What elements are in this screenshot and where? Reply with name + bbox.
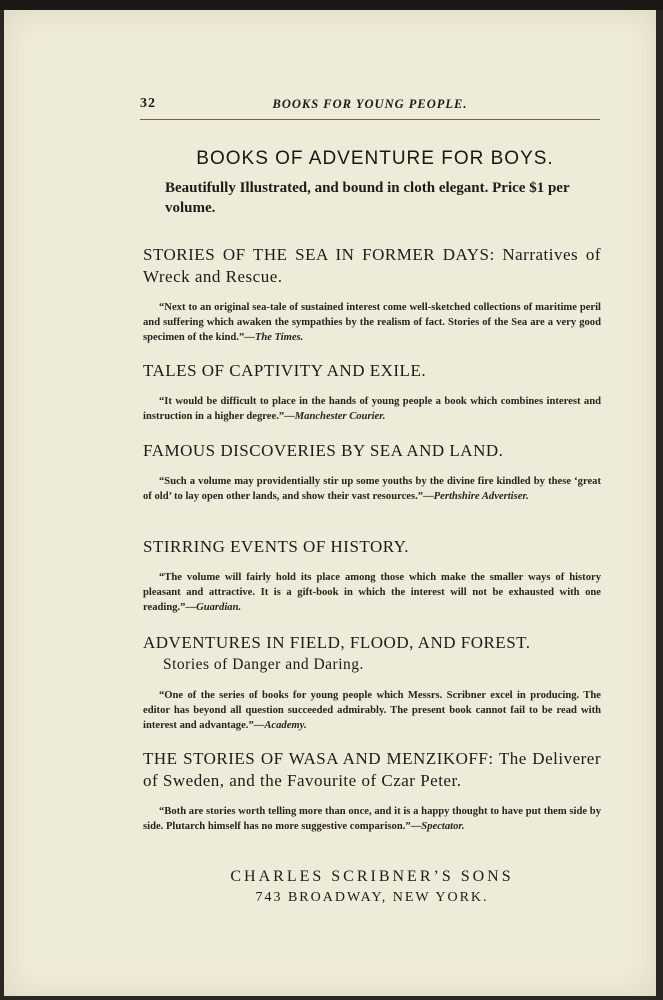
section-title: FAMOUS DISCOVERIES BY SEA AND LAND.	[143, 441, 504, 460]
publisher-address: 743 BROADWAY, NEW YORK.	[255, 890, 489, 905]
section-history	[143, 536, 601, 615]
review-quote: “Both are stories worth telling more than once, and it is a happy thought to have put them side by side. Plutarch himself has no more suggestive comparison.”—Spectator.	[143, 806, 601, 832]
review-quote: “Next to an original sea-tale of sustained interest come well-sketched collections of maritime peril and suffering which awaken the sympathies by the realism of fact. Stories of the Sea are a very good specimen of the kind.”—The Times.	[143, 302, 601, 343]
review-source: Guardian.	[196, 602, 242, 613]
publisher-name: CHARLES SCRIBNER’S SONS	[230, 868, 514, 885]
review-quote: “One of the series of books for young people which Messrs. Scribner excel in producing. The editor has beyond all question succeeded admirably. The present book cannot fail to be read with interest and advantage.”—Academy.	[143, 690, 601, 731]
section-discoveries	[143, 440, 601, 504]
top-edge	[0, 0, 663, 10]
page-number: 32	[140, 96, 156, 111]
review-quote: “Such a volume may providentially stir up some youths by the divine fire kindled by these ‘great of old’ to lay open other lands, and show their vast resources.”—Perthshire Advertiser.	[143, 476, 601, 502]
main-title: BOOKS OF ADVENTURE FOR BOYS.	[196, 148, 554, 169]
section-title: TALES OF CAPTIVITY AND EXILE.	[143, 361, 427, 380]
page-header	[140, 96, 600, 116]
review-source: Perthshire Advertiser.	[433, 491, 529, 502]
review-quote: “The volume will fairly hold its place among those which make the smaller ways of history pleasant and attractive. It is a gift-book in which the interest will not be exhausted with one reading.”—Guardian.	[143, 572, 601, 613]
section-adventures	[143, 632, 601, 733]
section-subtitle: Stories of Danger and Daring.	[163, 656, 364, 673]
subtitle: Beautifully Illustrated, and bound in cloth elegant. Price $1 per volume.	[165, 180, 570, 216]
review-source: Manchester Courier.	[294, 411, 386, 422]
section-title: ADVENTURES IN FIELD, FLOOD, AND FOREST. Stories of Danger and Daring.	[143, 632, 601, 676]
review-source: Academy.	[264, 720, 307, 731]
header-rule	[140, 119, 600, 120]
review-source: Spectator.	[421, 821, 465, 832]
section-title: THE STORIES OF WASA AND MENZIKOFF: The Deliverer of Sweden, and the Favourite of Czar Peter.	[143, 749, 601, 790]
review-source: The Times.	[254, 332, 304, 343]
section-sea-stories	[143, 244, 601, 345]
section-title: STORIES OF THE SEA IN FORMER DAYS: Narratives of Wreck and Rescue.	[143, 245, 601, 286]
section-captivity	[143, 360, 601, 424]
running-title: BOOKS FOR YOUNG PEOPLE.	[272, 97, 468, 111]
section-wasa-menzikoff	[143, 748, 601, 834]
review-quote: “It would be difficult to place in the hands of young people a book which combines interest and instruction in a higher degree.”—Manchester Courier.	[143, 396, 601, 422]
section-title: STIRRING EVENTS OF HISTORY.	[143, 537, 410, 556]
